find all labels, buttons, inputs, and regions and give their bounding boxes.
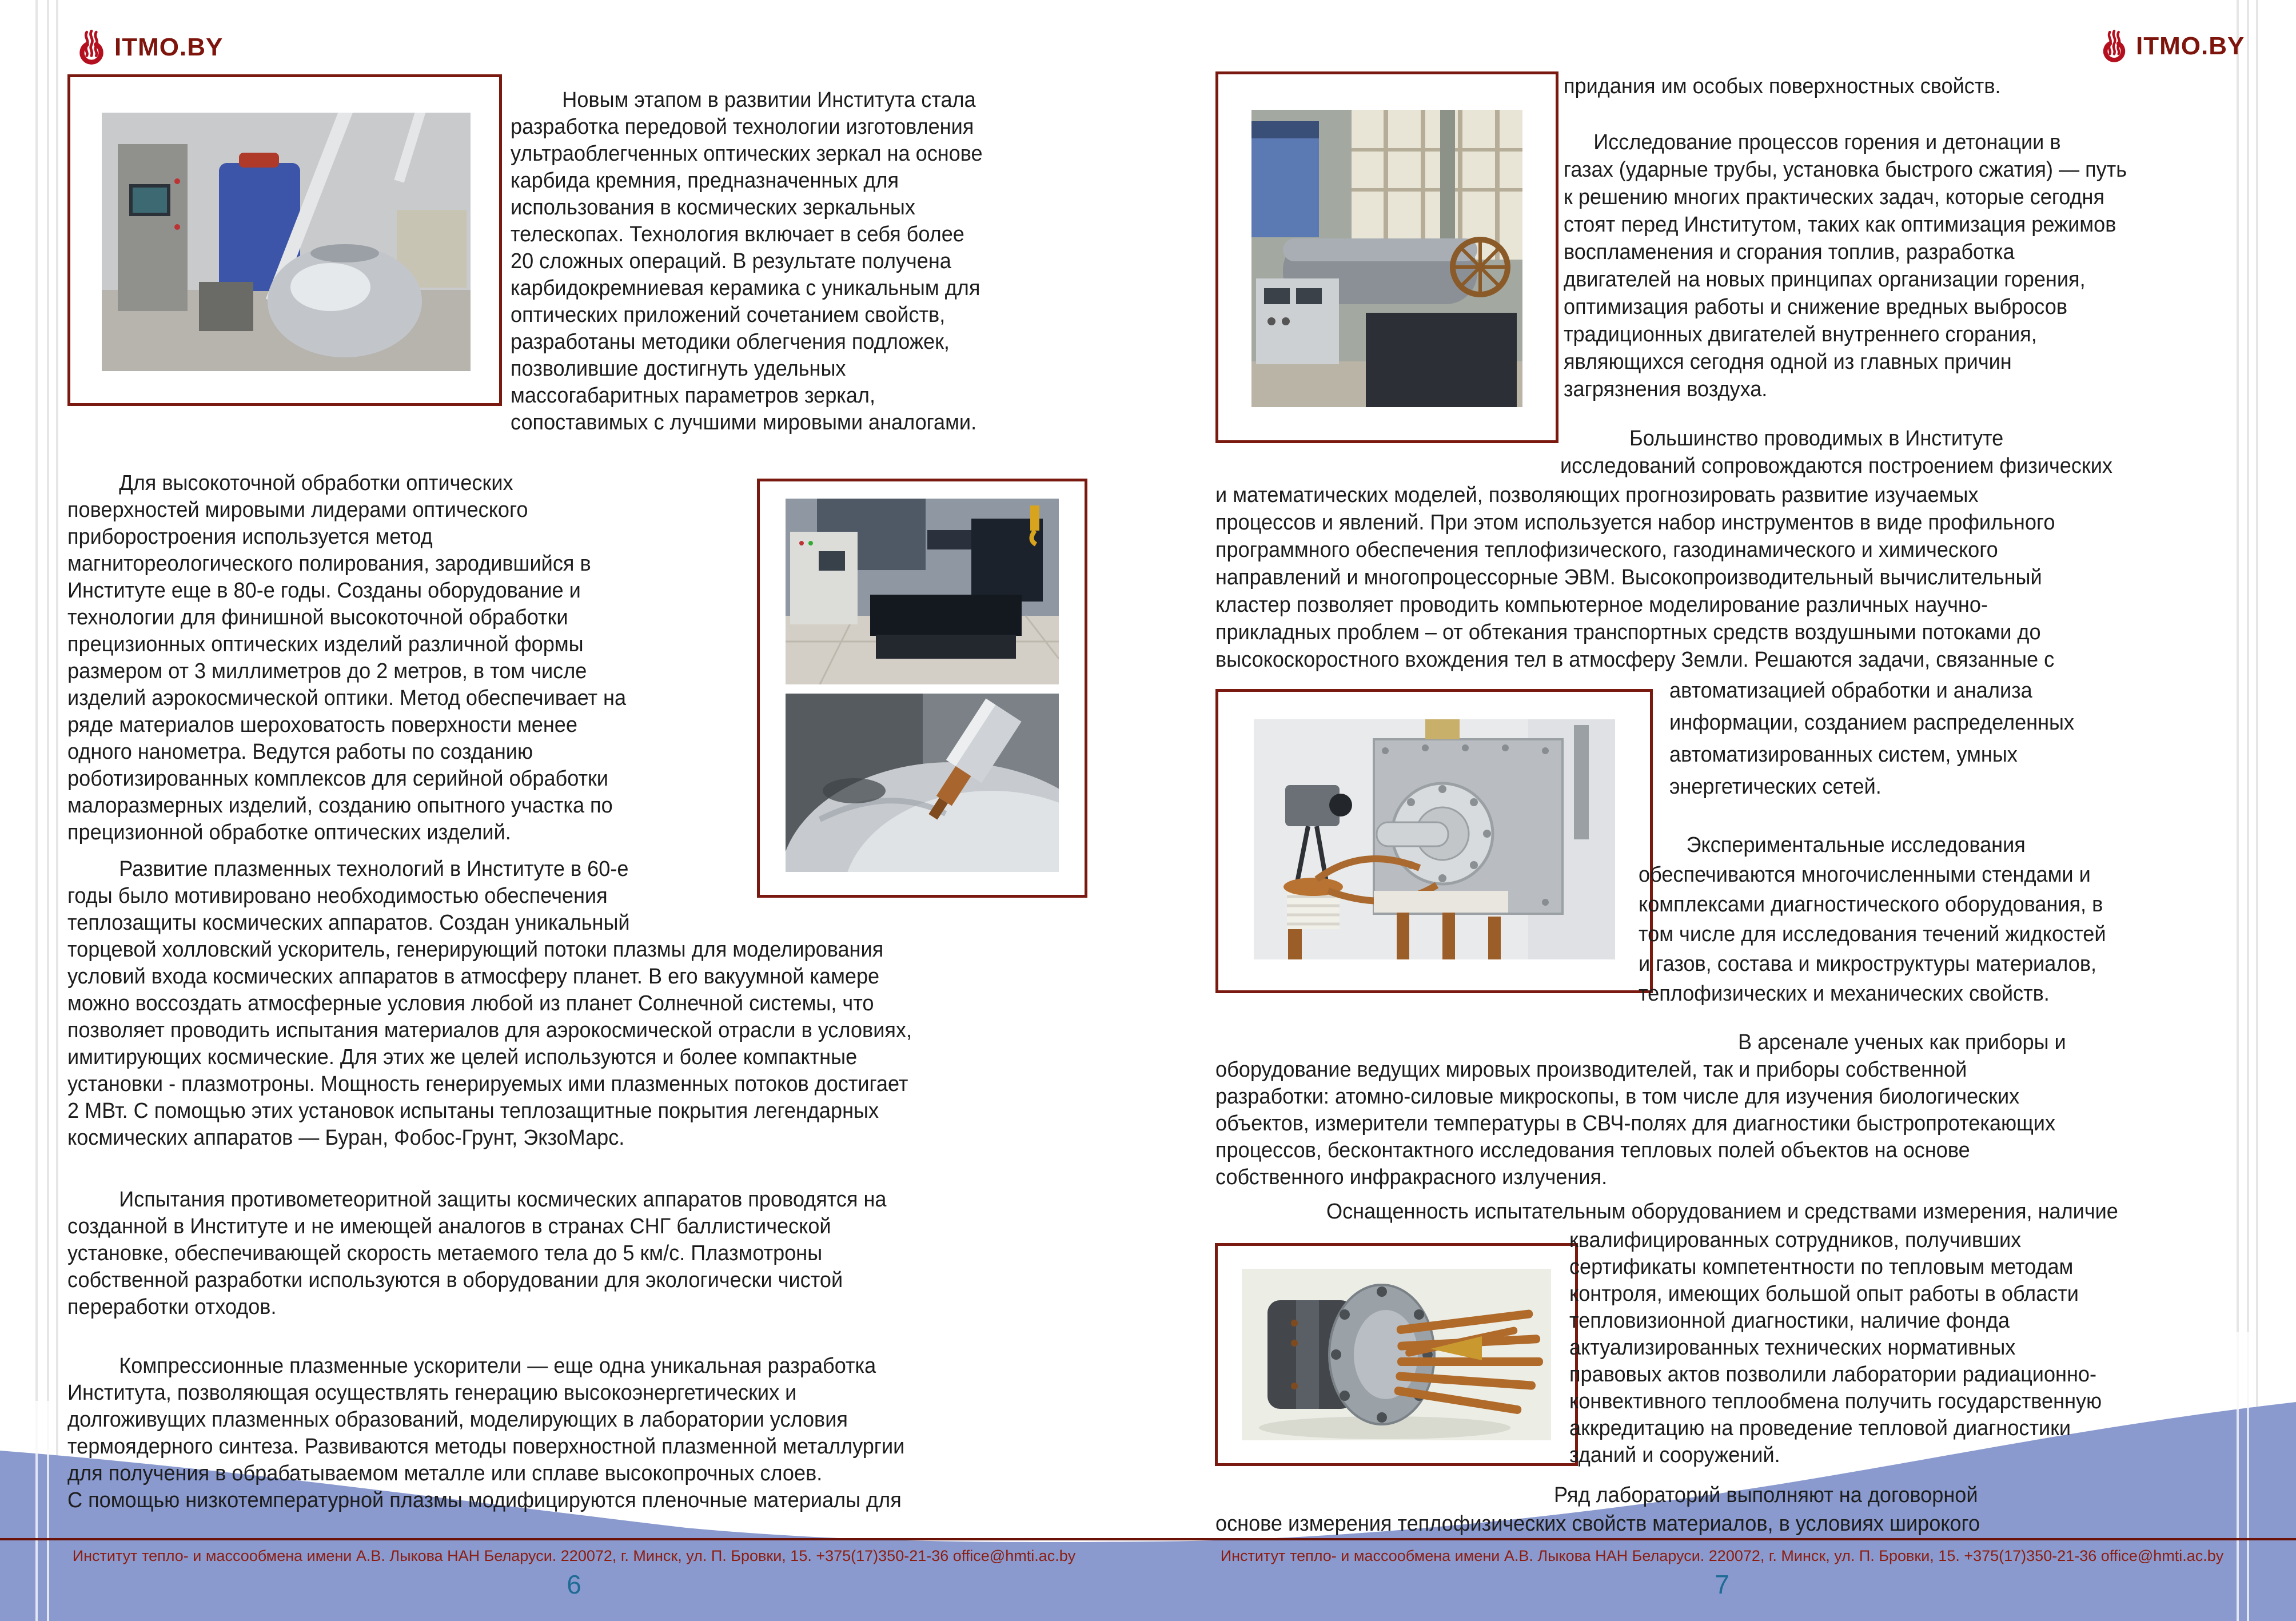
text-line: двигателей на новых принципах организации горения, bbox=[1564, 268, 2086, 292]
text-line: можно воссоздать атмосферные условия любой из планет Солнечной системы, что bbox=[67, 991, 874, 1015]
text-line: термоядерного синтеза. Развиваются методы поверхностной плазменной металлургии bbox=[67, 1435, 905, 1459]
text-line: Института, позволяющая осуществлять генерацию высокоэнергетических и bbox=[67, 1381, 797, 1405]
text-line: воспламенения и сгорания топлив, разработка bbox=[1564, 240, 2015, 264]
text-line: актуализированных технических нормативных bbox=[1569, 1336, 2016, 1360]
photo-polishing-tool-closeup bbox=[786, 694, 1059, 872]
text-line: основе измерения теплофизических свойств материалов, в условиях широкого bbox=[1215, 1512, 1980, 1536]
text-line: загрязнения воздуха. bbox=[1564, 377, 1768, 401]
text-line: годы было мотивировано необходимостью обеспечения bbox=[67, 884, 608, 908]
text-line: установке, обеспечивающей скорость метаемого тела до 5 км/с. Плазмотроны bbox=[67, 1241, 823, 1265]
text-line: правовых актов позволили лаборатории радиационно- bbox=[1569, 1363, 2097, 1387]
text-line: 2 МВт. С помощью этих установок испытаны теплозащитные покрытия легендарных bbox=[67, 1099, 879, 1123]
text-line: приборостроения используется метод bbox=[67, 525, 433, 549]
text-line: технологии для финишной высокоточной обработки bbox=[67, 606, 568, 630]
text-line: теплозащиты космических аппаратов. Создан уникальный bbox=[67, 911, 630, 935]
text-line: Компрессионные плазменные ускорители — еще одна уникальная разработка bbox=[119, 1354, 876, 1378]
footer-divider bbox=[0, 1538, 2296, 1540]
text-line: автоматизацией обработки и анализа bbox=[1669, 679, 2032, 703]
logo-text: ITMO.BY bbox=[2136, 32, 2245, 60]
text-line: ряде материалов шероховатость поверхности менее bbox=[67, 713, 577, 737]
text-line: Экспериментальные исследования bbox=[1686, 833, 2026, 857]
text-line: аккредитацию на проведение тепловой диагностики bbox=[1569, 1416, 2071, 1440]
photo-shock-tube-lab bbox=[1251, 110, 1522, 407]
text-line: 20 сложных операций. В результате получена bbox=[511, 249, 951, 273]
text-line: объектов, измерители температуры в СВЧ-полях для диагностики быстропротекающих bbox=[1215, 1112, 2056, 1136]
text-line: торцевой холловский ускоритель, генерирующий потоки плазмы для моделирования bbox=[67, 938, 884, 962]
itmo-logo bbox=[2100, 30, 2245, 63]
text-line: карбидокремниевая керамика с уникальным для bbox=[511, 276, 980, 300]
text-line: кластер позволяет проводить компьютерное моделирование различных научно- bbox=[1215, 593, 1988, 617]
page-number-left: 6 bbox=[567, 1570, 581, 1599]
text-line: программного обеспечения теплофизического, газодинамического и химического bbox=[1215, 538, 1998, 562]
text-line: собственного инфракрасного излучения. bbox=[1215, 1165, 1608, 1189]
text-line: С помощью низкотемпературной плазмы модифицируются пленочные материалы для bbox=[67, 1488, 902, 1512]
text-line: Оснащенность испытательным оборудованием и средствами измерения, наличие bbox=[1326, 1200, 2118, 1224]
text-line: информации, созданием распределенных bbox=[1669, 711, 2075, 735]
text-line: карбида кремния, предназначенных для bbox=[511, 169, 899, 193]
text-line: долгоживущих плазменных образований, моделирующих в лаборатории условия bbox=[67, 1408, 848, 1432]
paragraph-automation-side bbox=[1669, 675, 2074, 803]
text-line: квалифицированных сотрудников, получивших bbox=[1569, 1228, 2022, 1252]
text-line: сертификаты компетентности по тепловым методам bbox=[1569, 1255, 2074, 1279]
text-line: прецизионных оптических изделий различной формы bbox=[67, 632, 584, 656]
text-line: роботизированных комплексов для серийной обработки bbox=[67, 767, 608, 791]
logo-text: ITMO.BY bbox=[114, 33, 224, 61]
text-line: установки - плазмотроны. Мощность генерируемых ими плазменных потоков достигает bbox=[67, 1072, 908, 1096]
text-line: оборудование ведущих мировых производителей, так и приборы собственной bbox=[1215, 1058, 1967, 1082]
photo-cnc-polishing-machine bbox=[786, 499, 1059, 684]
text-line: Развитие плазменных технологий в Институте в 60-е bbox=[119, 857, 629, 881]
page-number-right: 7 bbox=[1715, 1570, 1729, 1599]
photo-frame bbox=[1215, 1243, 1578, 1466]
paragraph-arsenal-body bbox=[1215, 1057, 2055, 1191]
text-line: позволяет проводить испытания материалов для аэрокосмической отрасли в условиях, bbox=[67, 1018, 912, 1042]
paragraph-models-line2 bbox=[1560, 453, 2112, 480]
text-line: Большинство проводимых в Институте bbox=[1629, 427, 2004, 451]
text-line: прикладных проблем – от обтекания транспортных средств воздушными потоками до bbox=[1215, 620, 2041, 644]
text-line: газах (ударные трубы, установка быстрого сжатия) — путь bbox=[1564, 158, 2127, 182]
text-line: разработка передовой технологии изготовления bbox=[511, 115, 974, 139]
text-line: прецизионной обработке оптических изделий. bbox=[67, 821, 511, 845]
text-line: массогабаритных параметров зеркал, bbox=[511, 384, 876, 408]
text-line: Исследование процессов горения и детонации в bbox=[1593, 130, 2061, 154]
text-line: космических аппаратов — Буран, Фобос-Грунт, ЭкзоМарс. bbox=[67, 1126, 625, 1150]
photo-frame bbox=[757, 479, 1087, 898]
text-line: Новым этапом в развитии Института стала bbox=[562, 88, 976, 112]
text-line: оптических приложений сочетанием свойств, bbox=[511, 303, 946, 327]
text-line: размером от 3 миллиметров до 2 метров, в том числе bbox=[67, 659, 587, 683]
photo-frame bbox=[67, 74, 502, 406]
text-line: высокоскоростного вхождения тел в атмосферу Земли. Решаются задачи, связанные с bbox=[1215, 648, 2055, 672]
paragraph-labs-line1 bbox=[1554, 1482, 1978, 1509]
paragraph-combustion-research bbox=[1564, 129, 2127, 403]
text-line: Для высокоточной обработки оптических bbox=[119, 471, 513, 495]
flame-icon bbox=[77, 30, 106, 65]
paragraph-magnetorheological-polishing bbox=[67, 470, 626, 846]
text-line: для получения в обрабатываемом металле или сплаве высокопрочных слоев. bbox=[67, 1461, 823, 1485]
text-line: контроля, имеющих большой опыт работы в области bbox=[1569, 1282, 2079, 1306]
text-line: малоразмерных изделий, созданию опытного участка по bbox=[67, 794, 613, 818]
paragraph-accreditation-side bbox=[1569, 1227, 2102, 1469]
photo-plasma-accelerator-flange bbox=[1242, 1269, 1551, 1440]
paragraph-experimental-research bbox=[1639, 830, 2106, 1009]
text-line: и математических моделей, позволяющих прогнозировать развитие изучаемых bbox=[1215, 483, 1979, 507]
text-line: теплофизических и механических свойств. bbox=[1639, 982, 2050, 1006]
paragraph-plasma-technologies bbox=[67, 856, 912, 1152]
text-line: исследований сопровождаются построением физических bbox=[1560, 454, 2112, 478]
text-line: стоят перед Институтом, таких как оптимизация режимов bbox=[1564, 213, 2116, 237]
text-line: имитирующих космические. Для этих же целей используются и более компактные bbox=[67, 1045, 858, 1069]
footer-contact-left: Институт тепло- и массообмена имени А.В. Лыкова НАН Беларуси. 220072, г. Минск, ул. П. Бровки, 15. +375(17)350-21-36 office@hmti.ac.by bbox=[72, 1547, 1076, 1564]
text-line: разработки: атомно-силовые микроскопы, в том числе для изучения биологических bbox=[1215, 1085, 2020, 1109]
footer-contact-right: Институт тепло- и массообмена имени А.В. Лыкова НАН Беларуси. 220072, г. Минск, ул. П. Бровки, 15. +375(17)350-21-36 office@hmti.ac.by bbox=[1220, 1547, 2224, 1564]
photo-frame bbox=[1215, 71, 1558, 443]
text-line: разработаны методики облегчения подложек, bbox=[511, 330, 950, 354]
paragraph-compression-accelerators bbox=[67, 1353, 904, 1514]
text-line: обеспечиваются многочисленными стендами и bbox=[1639, 863, 2091, 887]
text-line: Испытания противометеоритной защиты космических аппаратов проводятся на bbox=[119, 1188, 887, 1212]
text-line: к решению многих практических задач, которые сегодня bbox=[1564, 185, 2105, 209]
text-line: условий входа космических аппаратов в атмосферу планет. В его вакуумной камере bbox=[67, 965, 880, 989]
text-line: энергетических сетей. bbox=[1669, 775, 1882, 799]
text-line: и газов, состава и микроструктуры материалов, bbox=[1639, 952, 2097, 976]
text-line: поверхностей мировыми лидерами оптического bbox=[67, 498, 528, 522]
text-line: процессов и явлений. При этом используется набор инструментов в виде профильного bbox=[1215, 511, 2055, 535]
text-line: использования в космических зеркальных bbox=[511, 196, 915, 220]
text-line: переработки отходов. bbox=[67, 1295, 277, 1319]
paragraph-ballistic-rig bbox=[67, 1186, 887, 1321]
text-line: придания им особых поверхностных свойств. bbox=[1564, 74, 2001, 98]
text-line: магнитореологического полирования, зародившийся в bbox=[67, 552, 591, 576]
paragraph-labs-line2 bbox=[1215, 1511, 1980, 1538]
paragraph-optical-mirrors bbox=[511, 87, 983, 436]
text-line: В арсенале ученых как приборы и bbox=[1738, 1030, 2066, 1054]
text-line: тепловизионной диагностики, наличие фонда bbox=[1569, 1309, 2010, 1333]
text-line: процессов, бесконтактного исследования тепловых полей объектов на основе bbox=[1215, 1138, 1970, 1162]
text-line: направлений и многопроцессорные ЭВМ. Высокопроизводительный вычислительный bbox=[1215, 565, 2042, 590]
paragraph-models-line1 bbox=[1629, 425, 2003, 452]
paragraph-arsenal-line1 bbox=[1738, 1029, 2066, 1056]
text-line: собственной разработки используются в оборудовании для экологически чистой bbox=[67, 1268, 843, 1292]
text-line: созданной в Институте и не имеющей аналогов в странах СНГ баллистической bbox=[67, 1214, 831, 1238]
text-line: оптимизация работы и снижение вредных выбросов bbox=[1564, 295, 2068, 319]
paragraph-equipment-line1 bbox=[1326, 1198, 2118, 1225]
photo-frame bbox=[1215, 689, 1653, 993]
text-line: автоматизированных систем, умных bbox=[1669, 743, 2018, 767]
paragraph-surface-properties-end bbox=[1564, 73, 2001, 100]
text-line: являющихся сегодня одной из главных причин bbox=[1564, 350, 2012, 374]
text-line: телескопах. Технология включает в себя более bbox=[511, 222, 964, 246]
text-line: зданий и сооружений. bbox=[1569, 1443, 1780, 1467]
text-line: Ряд лабораторий выполняют на договорной bbox=[1554, 1483, 1978, 1507]
flame-icon bbox=[2100, 30, 2128, 63]
text-line: конвективного теплообмена получить государственную bbox=[1569, 1389, 2102, 1413]
text-line: позволившие достигнуть удельных bbox=[511, 357, 846, 381]
paragraph-models-body bbox=[1215, 481, 2055, 674]
text-line: том числе для исследования течений жидкостей bbox=[1639, 922, 2106, 946]
text-line: традиционных двигателей внутреннего сгорания, bbox=[1564, 322, 2037, 346]
photo-vacuum-chamber-rig bbox=[1254, 719, 1615, 959]
text-line: одного нанометра. Ведутся работы по созданию bbox=[67, 740, 533, 764]
text-line: изделий аэрокосмической оптики. Метод обеспечивает на bbox=[67, 686, 627, 710]
text-line: комплексами диагностического оборудования, в bbox=[1639, 893, 2103, 917]
text-line: Институте еще в 80-е годы. Созданы оборудование и bbox=[67, 579, 581, 603]
photo-mirror-fabrication-lab bbox=[102, 113, 471, 371]
itmo-logo bbox=[77, 30, 223, 65]
text-line: сопоставимых с лучшими мировыми аналогами. bbox=[511, 411, 977, 435]
text-line: ультраоблегченных оптических зеркал на основе bbox=[511, 142, 983, 166]
